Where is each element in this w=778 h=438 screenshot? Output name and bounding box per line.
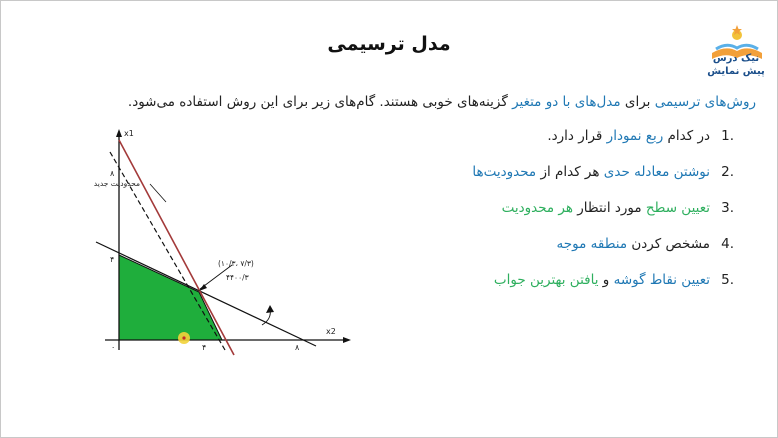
- logo-line-1: نیک درس: [712, 53, 760, 64]
- feasible-region: [119, 255, 222, 340]
- intro-text-2: گزینه‌های خوبی هستند. گام‌های زیر برای این روش استفاده می‌شود.: [127, 94, 513, 110]
- step-text: مورد انتظار: [573, 200, 646, 216]
- intro-highlight-2: مدل‌های با دو متغیر: [512, 94, 621, 110]
- step-number: 4.: [721, 236, 734, 252]
- tick-x-4: ۴: [202, 343, 207, 352]
- step-highlight: محدودیت‌ها: [472, 164, 537, 180]
- new-constraint-pointer: [150, 184, 166, 202]
- slide-title: مدل ترسیمی: [327, 33, 451, 55]
- new-constraint-label: محدودیت جدید: [93, 179, 140, 188]
- intro-highlight-1: روش‌های ترسیمی: [654, 94, 756, 110]
- step-highlight: هر محدودیت: [501, 200, 573, 216]
- logo-line-2: پیش نمایش: [707, 66, 765, 77]
- corner-point-value: ۴۴۰۰/۳: [226, 273, 249, 282]
- step-highlight: تعیین سطح: [645, 200, 710, 216]
- y-axis-arrow: [116, 129, 122, 137]
- step-highlight: ربع نمودار: [606, 128, 664, 144]
- step-text: هر کدام از: [536, 164, 604, 180]
- tick-y-8: ۸: [110, 169, 115, 178]
- corner-point-coords: (۱۰/۳، ۷/۳): [218, 259, 254, 268]
- step-text: در کدام: [663, 128, 710, 144]
- tick-x-0: ۰: [111, 343, 116, 352]
- curve-arrowhead: [266, 305, 274, 313]
- intro-text-1: برای: [620, 94, 655, 110]
- marker-center: [182, 336, 185, 339]
- tick-x-8: ۸: [295, 343, 300, 352]
- step-number: 5.: [721, 272, 734, 288]
- step-text: قرار دارد.: [547, 128, 607, 144]
- step-highlight: یافتن بهترین جواب: [493, 272, 599, 288]
- x-axis-label: x2: [326, 327, 336, 336]
- y-axis-label: x1: [124, 129, 134, 138]
- step-highlight: نوشتن معادله حدی: [603, 164, 710, 180]
- step-highlight: منطقه موجه: [556, 236, 628, 252]
- step-number: 3.: [721, 200, 734, 216]
- step-text: مشخص کردن: [627, 236, 710, 252]
- step-number: 2.: [721, 164, 734, 180]
- tick-y-4: ۴: [110, 255, 115, 264]
- step-highlight: تعیین نقاط گوشه: [613, 272, 710, 288]
- step-number: 1.: [721, 128, 734, 144]
- step-text: و: [598, 272, 614, 288]
- x-axis-arrow: [343, 337, 351, 343]
